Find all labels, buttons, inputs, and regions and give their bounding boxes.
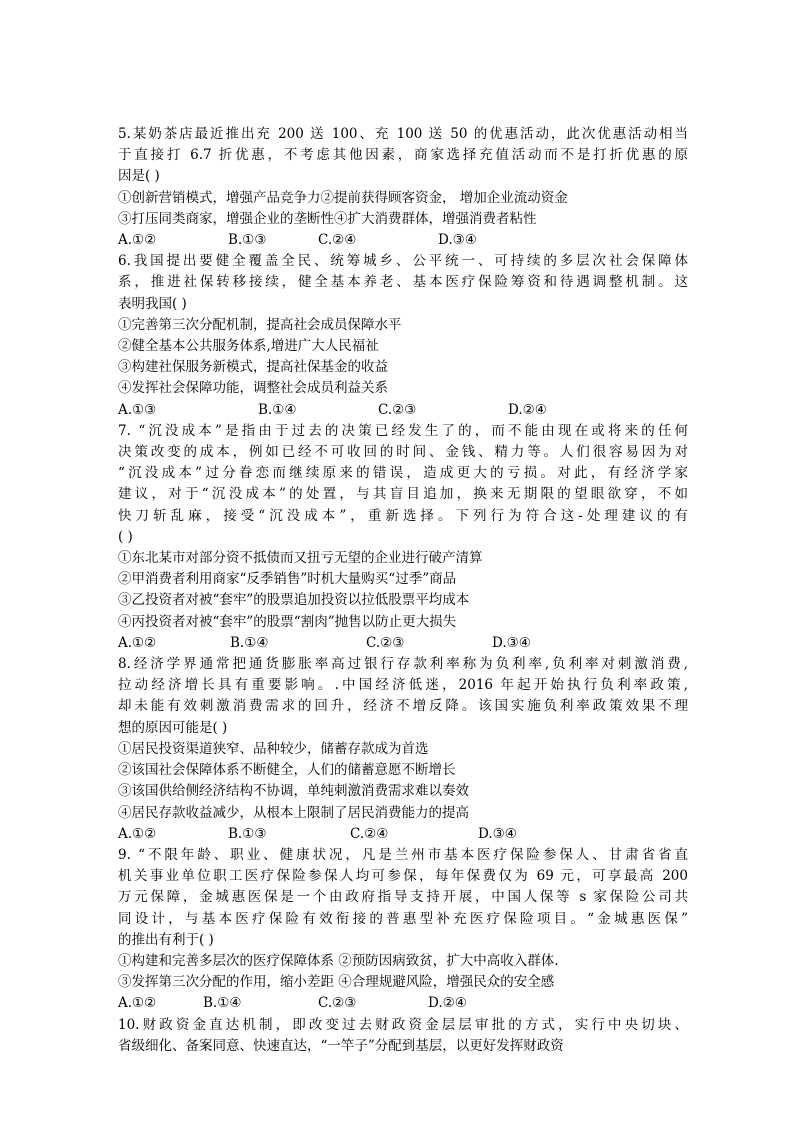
statement-item: ①东北某市对部分资不抵债而又扭亏无望的企业进行破产清算 xyxy=(118,550,483,567)
question-stem-line: ( ) xyxy=(118,528,133,545)
question-stem-line: 快刀斩乱麻，接受“沉没成本”，重新选择。下列行为符合这-处理建议的有 xyxy=(118,507,688,524)
statement-item: ①构建和完善多层次的医疗保障体系 ②预防因病致贫，扩大中高收入群体. xyxy=(118,952,559,969)
question-stem-line: 机关事业单位职工医疗保险参保人均可参保，每年保费仅为 69 元，可享最高 200 xyxy=(118,868,688,885)
statement-item: ③打压同类商家，增强企业的垄断性④扩大消费群体，增强消费者粘性 xyxy=(118,210,537,227)
question-stem-line: 同设计，与基本医疗保险有效衔接的普惠型补充医疗保险项目。“金城惠医保” xyxy=(118,910,688,927)
question-8 xyxy=(118,654,688,845)
question-stem-line: 系，推进社保转移接续，健全基本养老、基本医疗保险筹资和待遇调整机制。这 xyxy=(118,274,688,291)
answer-option: D.②④ xyxy=(428,995,467,1012)
statement-item: ④丙投资者对被“套牢”的股票“割肉”抛售以防止更大损失 xyxy=(118,613,457,630)
answer-option: A.①② xyxy=(118,232,157,249)
question-6 xyxy=(118,251,688,421)
question-stem-line: 因是( ) xyxy=(118,168,160,185)
question-stem-line: 8.经济学界通常把通货膨胀率高过银行存款利率称为负利率,负利率对刺激消费, xyxy=(118,656,688,673)
answer-options xyxy=(118,633,688,654)
question-stem-line: 6.我国提出要健全覆盖全民、统筹城乡、公平统一、可持续的多层次社会保障体 xyxy=(118,253,688,270)
statement-item: ②该国社会保障体系不断健全，人们的储蓄意愿不断增长 xyxy=(118,762,456,779)
question-9 xyxy=(118,845,688,1015)
answer-options xyxy=(118,230,688,251)
statement-item: ①居民投资渠道狭窄、品种较少，储蓄存款成为首选 xyxy=(118,740,429,757)
question-stem-line: 想的原因可能是( ) xyxy=(118,719,228,736)
question-stem-line: 决策改变的成本，例如已经不可收回的时间、金钱、精力等。人们很容易因为对 xyxy=(118,444,688,461)
statement-item: ②甲消费者利用商家“反季销售”时机大量购买“过季”商品 xyxy=(118,571,457,588)
answer-option: A.①③ xyxy=(118,401,157,418)
answer-option: C.②④ xyxy=(318,232,357,249)
statement-item: ③构建社保服务新模式，提高社保基金的收益 xyxy=(118,359,388,376)
answer-option: C.②③ xyxy=(378,401,417,418)
question-stem-line: 却未能有效刺激消费需求的回升，经济不增反降。该国实施负利率政策效果不理 xyxy=(118,698,688,715)
answer-option: C.②③ xyxy=(318,995,357,1012)
answer-option: D.③④ xyxy=(478,825,517,842)
answer-option: C.②④ xyxy=(350,825,389,842)
statement-item: ②健全基本公共服务体系,增进广大人民福祉 xyxy=(118,338,379,355)
answer-options xyxy=(118,824,688,845)
question-stem-line: 的推出有利于( ) xyxy=(118,931,214,948)
question-10 xyxy=(118,1015,688,1057)
answer-option: A.①② xyxy=(118,995,157,1012)
question-stem-line: 7. “沉没成本”是指由于过去的决策已经发生了的，而不能由现在或将来的任何 xyxy=(118,422,688,439)
question-stem-line: 10.财政资金直达机制，即改变过去财政资金层层审批的方式，实行中央切块、 xyxy=(118,1016,688,1033)
answer-option: D.②④ xyxy=(508,401,547,418)
statement-item: ①创新营销模式，增强产品竞争力②提前获得顾客资金， 增加企业流动资金 xyxy=(118,189,568,206)
answer-option: A.①② xyxy=(118,825,157,842)
answer-options xyxy=(118,993,688,1014)
question-stem-line: 拉动经济增长具有重要影响。.中国经济低迷，2016 年起开始执行负利率政策, xyxy=(118,677,688,694)
question-stem-line: 表明我国( ) xyxy=(118,295,187,312)
statement-item: ③该国供给侧经济结构不协调，单纯刺激消费需求难以奏效 xyxy=(118,783,469,800)
answer-option: B.①④ xyxy=(203,995,242,1012)
question-stem-line: 9. “不限年龄、职业、健康状况，凡是兰州市基本医疗保险参保人、甘肃省省直 xyxy=(118,846,688,863)
statement-item: ③乙投资者对被“套牢”的股票追加投资以拉低股票平均成本 xyxy=(118,592,470,609)
statement-item: ④居民存款收益减少，从根本上限制了居民消费能力的提高 xyxy=(118,804,469,821)
answer-option: B.①④ xyxy=(258,401,297,418)
answer-option: B.①④ xyxy=(230,634,269,651)
statement-item: ④发挥社会保障功能，调整社会成员利益关系 xyxy=(118,380,388,397)
question-stem-line: 5.某奶茶店最近推出充 200 送 100、充 100 送 50 的优惠活动，此次优惠活动相当 xyxy=(118,126,688,142)
question-stem-line: 万元保障，金城惠医保是一个由政府指导支持开展，中国人保等 s 家保险公司共 xyxy=(118,889,688,906)
answer-option: D.③④ xyxy=(492,634,531,651)
answer-options xyxy=(118,400,688,421)
question-stem-line: 于直接打 6.7 折优惠，不考虑其他因素，商家选择充值活动而不是打折优惠的原 xyxy=(118,147,688,164)
answer-option: B.①③ xyxy=(228,825,267,842)
statement-item: ①完善第三次分配机制，提高社会成员保障水平 xyxy=(118,316,402,333)
question-stem-line: “沉没成本”过分眷恋而继续原来的错误，造成更大的亏损。对此，有经济学家 xyxy=(118,465,688,482)
question-stem-line: 建议，对于“沉没成本”的处置，与其盲目追加，换来无期限的望眼欲穿，不如 xyxy=(118,486,688,503)
answer-option: A.①② xyxy=(118,634,157,651)
question-7 xyxy=(118,421,688,654)
answer-option: B.①③ xyxy=(228,232,267,249)
question-list xyxy=(118,124,688,1057)
question-stem-line: 省级细化、备案同意、快速直达，“一竿子”分配到基层，以更好发挥财政资 xyxy=(118,1037,564,1054)
question-5 xyxy=(118,124,688,251)
answer-option: C.②③ xyxy=(366,634,405,651)
statement-item: ③发挥第三次分配的作用，缩小差距 ④合理规避风险，增强民众的安全感 xyxy=(118,974,555,991)
answer-option: D.③④ xyxy=(438,232,477,249)
